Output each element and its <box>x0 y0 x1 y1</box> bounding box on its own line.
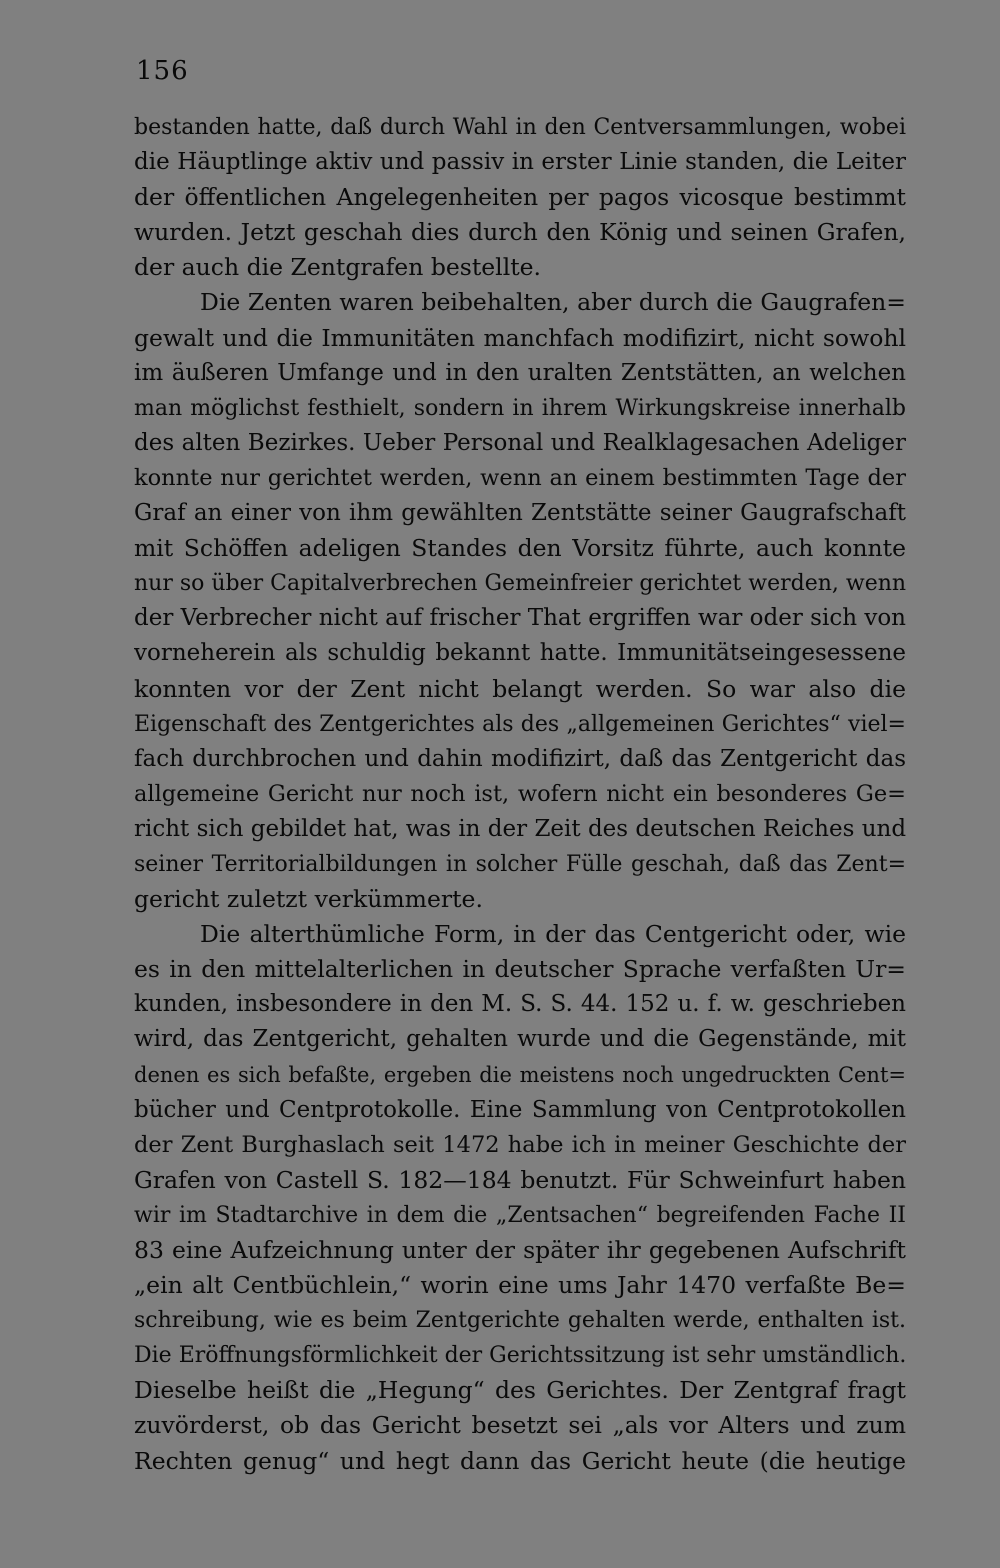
text-line: Dieselbe heißt die „Hegung“ des Gerichtes. Der Zentgraf fragt <box>134 1376 906 1405</box>
body-text <box>134 110 906 1479</box>
text-line: nur so über Capitalverbrechen Gemeinfreier gerichtet werden, wenn <box>134 571 906 597</box>
text-line: konnten vor der Zent nicht belangt werden. So war also die <box>134 674 906 703</box>
text-line: richt sich gebildet hat, was in der Zeit des deutschen Reiches und <box>134 815 906 842</box>
text-line: Graf an einer von ihm gewählten Zentstätte seiner Gaugrafschaft <box>134 500 906 527</box>
text-line: des alten Bezirkes. Ueber Personal und Realklagesachen Adeliger <box>134 429 906 456</box>
text-line: Grafen von Castell S. 182—184 benutzt. Für Schweinfurt haben <box>134 1165 906 1194</box>
text-line: Die Eröffnungsförmlichkeit der Gerichtssitzung ist sehr umständlich. <box>134 1343 906 1369</box>
text-line: gericht zuletzt verkümmerte. <box>134 885 483 914</box>
text-line: bestanden hatte, daß durch Wahl in den Centversammlungen, wobei <box>134 115 906 140</box>
text-line: der Verbrecher nicht auf frischer That ergriffen war oder sich von <box>134 605 906 632</box>
text-line: Die alterthümliche Form, in der das Centgericht oder, wie <box>200 920 906 949</box>
text-line: fach durchbrochen und dahin modifizirt, daß das Zentgericht das <box>134 745 906 772</box>
text-line: konnte nur gerichtet werden, wenn an einem bestimmten Tage der <box>134 464 906 491</box>
text-line: man möglichst festhielt, sondern in ihrem Wirkungskreise innerhalb <box>134 395 906 421</box>
text-line: schreibung, wie es beim Zentgerichte gehalten werde, enthalten ist. <box>134 1308 906 1334</box>
text-line: der Zent Burghaslach seit 1472 habe ich in meiner Geschichte der <box>134 1131 906 1158</box>
text-line: allgemeine Gericht nur noch ist, wofern nicht ein besonderes Ge= <box>134 780 906 807</box>
text-line: zuvörderst, ob das Gericht besetzt sei „als vor Alters und zum <box>134 1411 906 1440</box>
text-line: „ein alt Centbüchlein,“ worin eine ums Jahr 1470 verfaßte Be= <box>134 1271 906 1300</box>
text-line: Eigenschaft des Zentgerichtes als des „allgemeinen Gerichtes“ viel= <box>134 711 906 737</box>
text-line: mit Schöffen adeligen Standes den Vorsitz führte, auch konnte <box>134 534 906 563</box>
text-line: gewalt und die Immunitäten manchfach modifizirt, nicht sowohl <box>134 323 906 352</box>
text-line: kunden, insbesondere in den M. S. S. 44. 152 u. f. w. geschrieben <box>134 991 906 1018</box>
text-line: Rechten genug“ und hegt dann das Gericht heute (die heutige <box>134 1446 906 1475</box>
text-line: wir im Stadtarchive in dem die „Zentsachen“ begreifenden Fache II <box>134 1202 906 1228</box>
text-line: wurden. Jetzt geschah dies durch den König und seinen Grafen, <box>134 218 906 247</box>
text-line: wird, das Zentgericht, gehalten wurde und die Gegenstände, mit <box>134 1026 906 1053</box>
page-number: 156 <box>136 56 189 86</box>
text-line: die Häuptlinge aktiv und passiv in erster Linie standen, die Leiter <box>134 149 906 176</box>
text-line: es in den mittelalterlichen in deutscher Sprache verfaßten Ur= <box>134 955 906 984</box>
text-line: 83 eine Aufzeichnung unter der später ihr gegebenen Aufschrift <box>134 1236 906 1264</box>
text-line: vorneherein als schuldig bekannt hatte. Immunitätseingesessene <box>134 640 906 667</box>
text-line: seiner Territorialbildungen in solcher Fülle geschah, daß das Zent= <box>134 851 906 877</box>
text-line: denen es sich befaßte, ergeben die meistens noch ungedruckten Cent= <box>134 1062 906 1087</box>
text-line: bücher und Centprotokolle. Eine Sammlung von Centprotokollen <box>134 1096 906 1123</box>
text-line: im äußeren Umfange und in den uralten Zentstätten, an welchen <box>134 359 906 386</box>
text-line: der öffentlichen Angelegenheiten per pagos vicosque bestimmt <box>134 183 906 212</box>
text-line: Die Zenten waren beibehalten, aber durch die Gaugrafen= <box>200 288 906 317</box>
text-line: der auch die Zentgrafen bestellte. <box>134 253 542 282</box>
